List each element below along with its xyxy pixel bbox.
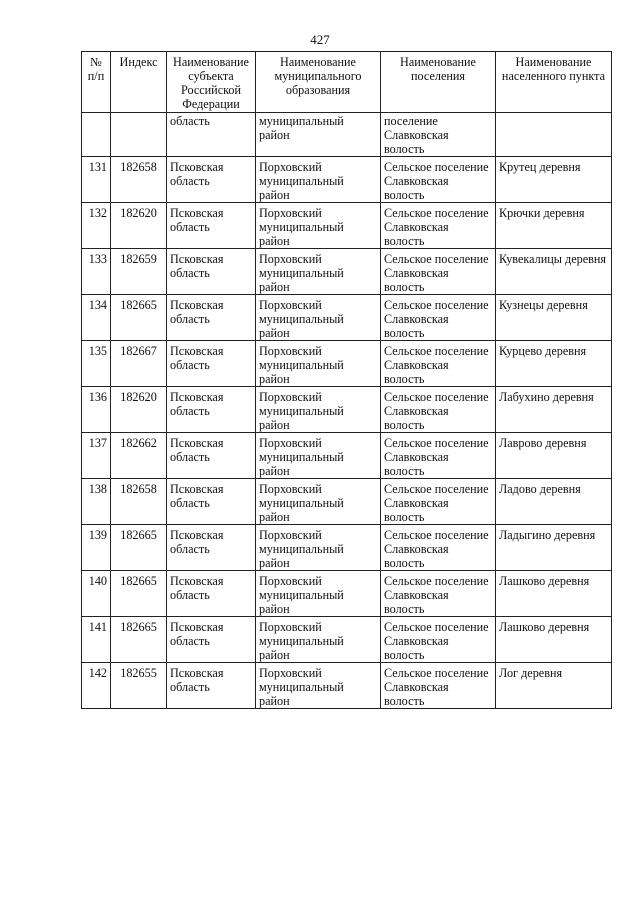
cell-subject: Псковская область <box>167 387 256 433</box>
cell-num: 137 <box>82 433 111 479</box>
cell-index <box>111 113 167 157</box>
cell-place: Кузнецы деревня <box>496 295 612 341</box>
cell-place: Лаврово деревня <box>496 433 612 479</box>
cell-subject: Псковская область <box>167 157 256 203</box>
cell-place <box>496 113 612 157</box>
cell-index: 182658 <box>111 157 167 203</box>
cell-subject: Псковская область <box>167 571 256 617</box>
table-row <box>82 203 612 249</box>
table-row <box>82 249 612 295</box>
table-row <box>82 571 612 617</box>
table-row <box>82 157 612 203</box>
header-num: № п/п <box>82 52 111 113</box>
cell-index: 182659 <box>111 249 167 295</box>
cell-subject: Псковская область <box>167 295 256 341</box>
cell-place: Крутец деревня <box>496 157 612 203</box>
header-index: Индекс <box>111 52 167 113</box>
table-row <box>82 617 612 663</box>
cell-num: 136 <box>82 387 111 433</box>
cell-index: 182620 <box>111 203 167 249</box>
cell-settlement: Сельское поселение Славковская волость <box>381 663 496 709</box>
cell-municipality: Порховский муниципальный район <box>256 571 381 617</box>
cell-settlement: Сельское поселение Славковская волость <box>381 433 496 479</box>
cell-num: 135 <box>82 341 111 387</box>
table-row <box>82 433 612 479</box>
continuation-row <box>82 113 612 157</box>
cell-subject: Псковская область <box>167 203 256 249</box>
cell-municipality: Порховский муниципальный район <box>256 203 381 249</box>
cell-num: 134 <box>82 295 111 341</box>
cell-index: 182655 <box>111 663 167 709</box>
cell-settlement: Сельское поселение Славковская волость <box>381 203 496 249</box>
cell-num: 142 <box>82 663 111 709</box>
cell-num: 133 <box>82 249 111 295</box>
cell-index: 182665 <box>111 525 167 571</box>
cell-place: Ладыгино деревня <box>496 525 612 571</box>
cell-municipality: Порховский муниципальный район <box>256 341 381 387</box>
header-subject: Наименование субъекта Российской Федерации <box>167 52 256 113</box>
cell-settlement: Сельское поселение Славковская волость <box>381 617 496 663</box>
cell-subject: Псковская область <box>167 249 256 295</box>
table-row <box>82 525 612 571</box>
cell-municipality: Порховский муниципальный район <box>256 433 381 479</box>
header-place: Наименование населенного пункта <box>496 52 612 113</box>
header-settlement: Наименование поселения <box>381 52 496 113</box>
cell-num: 140 <box>82 571 111 617</box>
cell-index: 182658 <box>111 479 167 525</box>
cell-subject: Псковская область <box>167 433 256 479</box>
cell-num: 138 <box>82 479 111 525</box>
cell-num: 132 <box>82 203 111 249</box>
cell-municipality: Порховский муниципальный район <box>256 295 381 341</box>
cell-settlement: Сельское поселение Славковская волость <box>381 341 496 387</box>
cell-settlement: Сельское поселение Славковская волость <box>381 479 496 525</box>
cell-municipality: Порховский муниципальный район <box>256 157 381 203</box>
cell-settlement: Сельское поселение Славковская волость <box>381 249 496 295</box>
cell-place: Лашково деревня <box>496 571 612 617</box>
cell-subject: Псковская область <box>167 525 256 571</box>
cell-subject: Псковская область <box>167 341 256 387</box>
table-row <box>82 295 612 341</box>
cell-place: Ладово деревня <box>496 479 612 525</box>
cell-place: Кувекалицы деревня <box>496 249 612 295</box>
cell-settlement: Сельское поселение Славковская волость <box>381 387 496 433</box>
cell-settlement: Сельское поселение Славковская волость <box>381 295 496 341</box>
cell-municipality: Порховский муниципальный район <box>256 387 381 433</box>
cell-settlement: Сельское поселение Славковская волость <box>381 525 496 571</box>
cell-municipality: Порховский муниципальный район <box>256 479 381 525</box>
table-row <box>82 387 612 433</box>
table-row <box>82 341 612 387</box>
settlements-table <box>81 51 612 709</box>
cell-subject: область <box>167 113 256 157</box>
cell-num: 139 <box>82 525 111 571</box>
cell-settlement: Сельское поселение Славковская волость <box>381 571 496 617</box>
cell-place: Лабухино деревня <box>496 387 612 433</box>
cell-subject: Псковская область <box>167 663 256 709</box>
cell-subject: Псковская область <box>167 617 256 663</box>
cell-place: Курцево деревня <box>496 341 612 387</box>
cell-municipality: Порховский муниципальный район <box>256 663 381 709</box>
cell-settlement: Сельское поселение Славковская волость <box>381 157 496 203</box>
cell-num <box>82 113 111 157</box>
cell-place: Лашково деревня <box>496 617 612 663</box>
cell-municipality: Порховский муниципальный район <box>256 617 381 663</box>
table-row <box>82 663 612 709</box>
cell-place: Крючки деревня <box>496 203 612 249</box>
cell-index: 182665 <box>111 295 167 341</box>
header-municipality: Наименование муниципального образования <box>256 52 381 113</box>
table-header-row <box>82 52 612 113</box>
cell-index: 182662 <box>111 433 167 479</box>
cell-municipality: Порховский муниципальный район <box>256 249 381 295</box>
cell-index: 182665 <box>111 617 167 663</box>
cell-index: 182620 <box>111 387 167 433</box>
cell-index: 182667 <box>111 341 167 387</box>
table-row <box>82 479 612 525</box>
cell-settlement: поселение Славковская волость <box>381 113 496 157</box>
cell-municipality: муниципальный район <box>256 113 381 157</box>
cell-num: 131 <box>82 157 111 203</box>
page-number: 427 <box>310 32 330 47</box>
cell-place: Лог деревня <box>496 663 612 709</box>
cell-index: 182665 <box>111 571 167 617</box>
cell-municipality: Порховский муниципальный район <box>256 525 381 571</box>
cell-num: 141 <box>82 617 111 663</box>
cell-subject: Псковская область <box>167 479 256 525</box>
